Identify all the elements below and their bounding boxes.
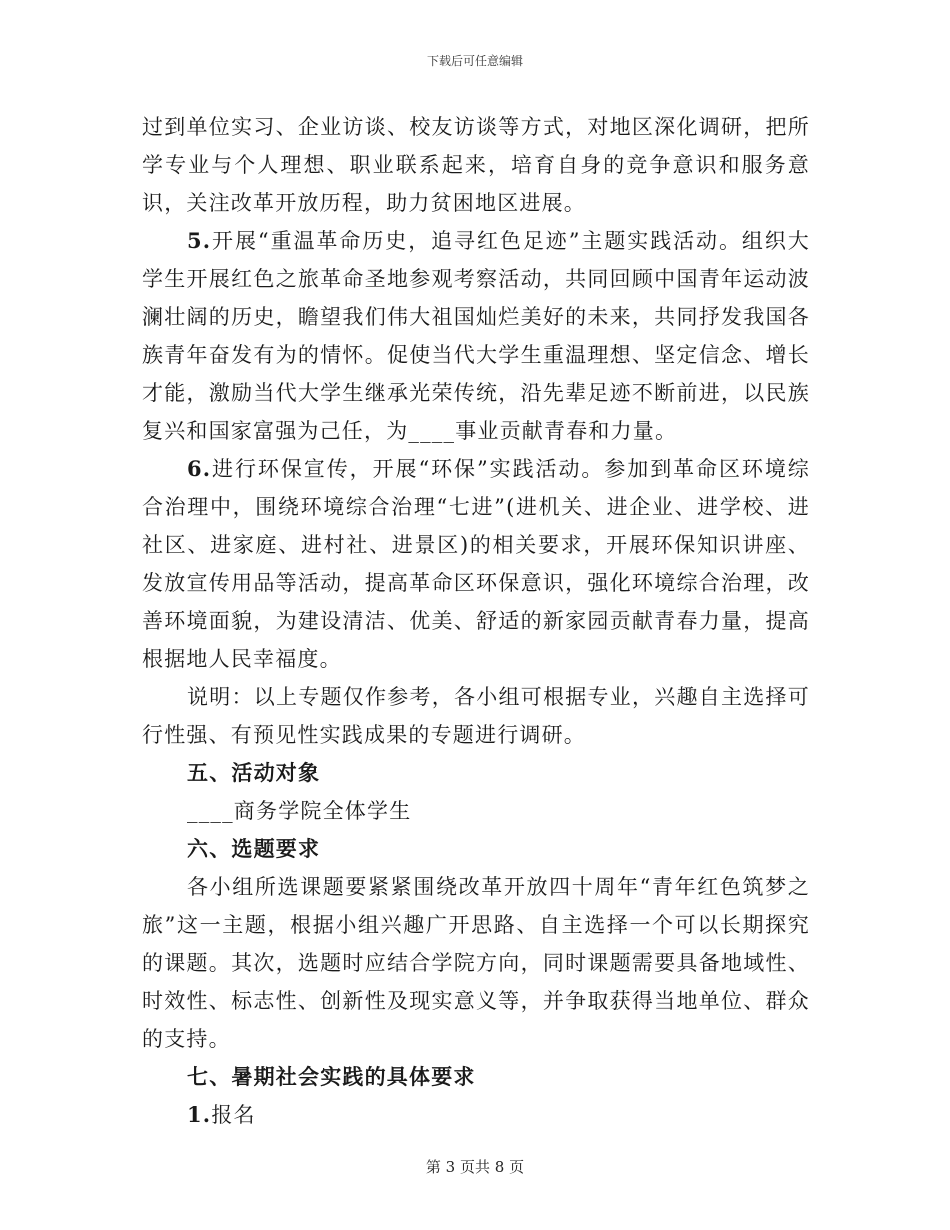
paragraph-item-6 (142, 450, 810, 678)
paragraph-target: ____商务学院全体学生 (187, 799, 412, 823)
item-number: 6. (187, 456, 212, 481)
item-number: 1. (187, 1102, 212, 1127)
section-heading-7: 七、暑期社会实践的具体要求 (187, 1064, 476, 1089)
paragraph-topic-requirements: 各小组所选课题要紧紧围绕改革开放四十周年“青年红色筑梦之旅”这一主题，根据小组兴趣广开思路、自主选择一个可以长期探究的课题。其次，选题时应结合学院方向，同时课题需要具备地域性、时效性、标志性、创新性及现实意义等，并争取获得当地单位、群众的支持。 (142, 875, 810, 1051)
paragraph-text: 开展“重温革命历史，追寻红色足迹”主题实践活动。组织大学生开展红色之旅革命圣地参观考察活动，共同回顾中国青年运动波澜壮阔的历史，瞻望我们伟大祖国灿烂美好的未来，共同抒发我国各族青年奋发有为的情怀。促使当代大学生重温理想、坚定信念、增长才能，激励当代大学生继承光荣传统，沿先辈足迹不断前进，以民族复兴和国家富强为己任，为____事业贡献青春和力量。 (142, 229, 810, 443)
paragraph-text: 进行环保宣传，开展“环保”实践活动。参加到革命区环境综合治理中，围绕环境综合治理“七进”(进机关、进企业、进学校、进社区、进家庭、进村社、进景区)的相关要求，开展环保知识讲座、发放宣传用品等活动，提高革命区环保意识，强化环境综合治理，改善环境面貌，为建设清洁、优美、舒适的新家园贡献青春力量，提高根据地人民幸福度。 (142, 457, 810, 671)
paragraph-item-1 (142, 1096, 810, 1134)
page-header: 下载后可任意编辑 (426, 54, 523, 68)
paragraph-text: 报名 (211, 1103, 256, 1127)
paragraph-note: 说明：以上专题仅作参考，各小组可根据专业，兴趣自主选择可行性强、有预见性实践成果的专题进行调研。 (142, 685, 810, 747)
page-footer: 第 3 页共 8 页 (425, 1158, 525, 1176)
paragraph-continuation: 过到单位实习、企业访谈、校友访谈等方式，对地区深化调研，把所学专业与个人理想、职业联系起来，培育自身的竞争意识和服务意识，关注改革开放历程，助力贫困地区进展。 (142, 115, 810, 215)
section-heading-5: 五、活动对象 (187, 760, 321, 785)
section-heading-6: 六、选题要求 (187, 836, 321, 861)
document-body (142, 108, 810, 1134)
item-number: 5. (187, 228, 212, 253)
paragraph-item-5 (142, 222, 810, 450)
